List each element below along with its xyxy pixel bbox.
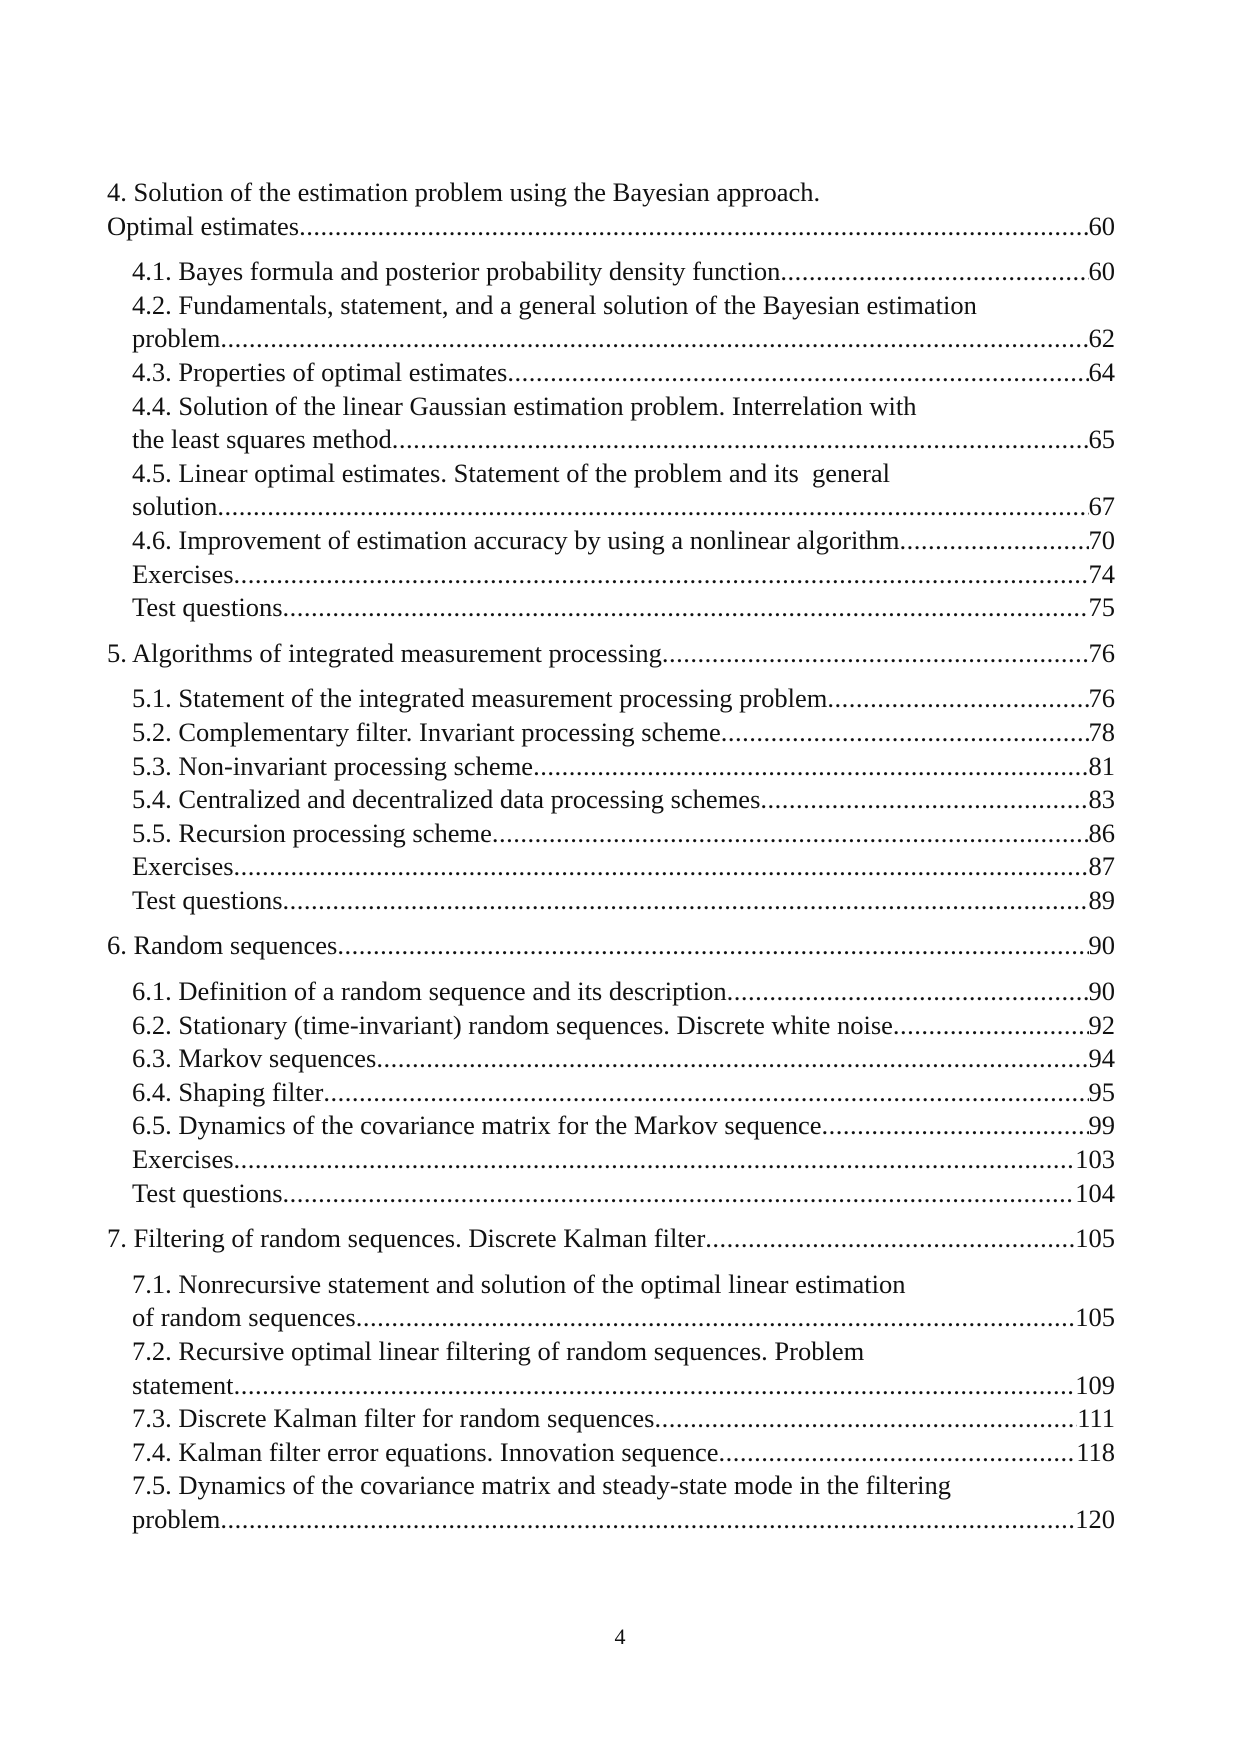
dot-leader — [654, 1402, 1077, 1436]
section-6-exercises[interactable] — [132, 1143, 1115, 1177]
section-4-5[interactable] — [132, 457, 1115, 524]
chapter-title-line2: Optimal estimates — [107, 210, 300, 241]
section-6-test-questions[interactable] — [132, 1177, 1115, 1211]
page-number: 95 — [1088, 1076, 1115, 1107]
dot-leader — [492, 817, 1089, 851]
chapter-5-entry[interactable] — [107, 637, 1115, 671]
page-number: 78 — [1088, 716, 1115, 747]
chapter-title: 7. Filtering of random sequences. Discrete Kalman filter — [107, 1223, 706, 1254]
section-title: 6.5. Dynamics of the covariance matrix for the Markov sequence — [132, 1110, 822, 1141]
section-title: 7.3. Discrete Kalman filter for random sequences — [132, 1403, 655, 1434]
dot-leader — [376, 1042, 1088, 1076]
section-7-5[interactable] — [132, 1469, 1115, 1536]
dot-leader — [283, 1177, 1076, 1211]
chapter-title: 5. Algorithms of integrated measurement processing — [107, 637, 662, 668]
page-number: 92 — [1088, 1009, 1115, 1040]
section-7-4[interactable] — [132, 1436, 1115, 1470]
section-title-line2: problem — [132, 1503, 221, 1534]
dot-leader — [392, 423, 1089, 457]
section-title: 6.1. Definition of a random sequence and its description — [132, 976, 727, 1007]
section-title-line1: 7.1. Nonrecursive statement and solution of the optimal linear estimation — [132, 1268, 906, 1299]
chapter-title: 6. Random sequences — [107, 930, 338, 961]
section-5-1[interactable] — [132, 682, 1115, 716]
section-4-4[interactable] — [132, 390, 1115, 457]
dot-leader — [234, 850, 1089, 884]
dot-leader — [283, 591, 1089, 625]
dot-leader — [356, 1301, 1076, 1335]
dot-leader — [220, 1503, 1075, 1537]
page-number: 89 — [1088, 884, 1115, 915]
dot-leader — [827, 682, 1088, 716]
page-number: 99 — [1088, 1110, 1115, 1141]
dot-leader — [727, 975, 1089, 1009]
section-title: 4.1. Bayes formula and posterior probability density function — [132, 256, 781, 287]
section-4-2[interactable] — [132, 289, 1115, 356]
table-of-contents — [107, 176, 1115, 1549]
section-title: Test questions — [132, 1177, 283, 1208]
dot-leader — [780, 255, 1088, 289]
dot-leader — [234, 558, 1089, 592]
page-number: 90 — [1088, 930, 1115, 961]
section-title: Test questions — [132, 884, 283, 915]
page-number: 111 — [1077, 1403, 1115, 1434]
page-number: 67 — [1088, 491, 1115, 522]
page-number: 65 — [1088, 424, 1115, 455]
section-6-5[interactable] — [132, 1109, 1115, 1143]
chapter-7-sections — [107, 1268, 1115, 1537]
section-title: 5.3. Non-invariant processing scheme — [132, 750, 534, 781]
page-number: 103 — [1075, 1144, 1115, 1175]
section-title: 6.2. Stationary (time-invariant) random sequences. Discrete white noise — [132, 1009, 893, 1040]
dot-leader — [220, 322, 1088, 356]
dot-leader — [283, 884, 1089, 918]
section-5-exercises[interactable] — [132, 850, 1115, 884]
section-title-line2: statement — [132, 1369, 234, 1400]
section-title: Exercises — [132, 1144, 234, 1175]
page-number: 70 — [1088, 524, 1115, 555]
section-5-4[interactable] — [132, 783, 1115, 817]
page-number: 60 — [1088, 256, 1115, 287]
section-title-line1: 4.4. Solution of the linear Gaussian estimation problem. Interrelation with — [132, 390, 917, 421]
dot-leader — [821, 1109, 1088, 1143]
section-title: 6.3. Markov sequences — [132, 1043, 377, 1074]
section-4-3[interactable] — [132, 356, 1115, 390]
section-6-2[interactable] — [132, 1009, 1115, 1043]
page-number: 120 — [1075, 1503, 1115, 1534]
page-number: 87 — [1088, 851, 1115, 882]
page-number: 105 — [1075, 1302, 1115, 1333]
chapter-5-sections — [107, 682, 1115, 917]
page-number: 94 — [1088, 1043, 1115, 1074]
section-title: 5.1. Statement of the integrated measurement processing problem — [132, 683, 828, 714]
page-number: 74 — [1088, 558, 1115, 589]
section-title-line1: 7.5. Dynamics of the covariance matrix and steady-state mode in the filtering — [132, 1470, 952, 1501]
section-title-line1: 4.5. Linear optimal estimates. Statement of the problem and its general — [132, 457, 890, 488]
section-5-5[interactable] — [132, 817, 1115, 851]
section-title: 4.6. Improvement of estimation accuracy by using a nonlinear algorithm — [132, 524, 900, 555]
section-title-line1: 4.2. Fundamentals, statement, and a general solution of the Bayesian estimation — [132, 289, 977, 320]
section-5-test-questions[interactable] — [132, 884, 1115, 918]
page-number: 86 — [1088, 817, 1115, 848]
section-title: 7.4. Kalman filter error equations. Innovation sequence — [132, 1436, 719, 1467]
page-number: 64 — [1088, 356, 1115, 387]
chapter-6-sections — [107, 975, 1115, 1210]
dot-leader — [507, 356, 1088, 390]
dot-leader — [533, 750, 1088, 784]
dot-leader — [721, 716, 1089, 750]
section-title: Test questions — [132, 592, 283, 623]
dot-leader — [662, 637, 1089, 671]
page-number: 83 — [1088, 784, 1115, 815]
page-number: 76 — [1088, 637, 1115, 668]
section-title: 5.5. Recursion processing scheme — [132, 817, 492, 848]
page-number: 60 — [1088, 210, 1115, 241]
section-7-3[interactable] — [132, 1402, 1115, 1436]
dot-leader — [234, 1143, 1076, 1177]
chapter-4-sections — [107, 255, 1115, 625]
dot-leader — [299, 210, 1088, 244]
section-title: 6.4. Shaping filter — [132, 1076, 324, 1107]
dot-leader — [893, 1009, 1089, 1043]
chapter-7-entry[interactable] — [107, 1222, 1115, 1256]
section-4-6[interactable] — [132, 524, 1115, 558]
section-4-exercises[interactable] — [132, 558, 1115, 592]
page-number: 90 — [1088, 976, 1115, 1007]
dot-leader — [323, 1076, 1088, 1110]
section-6-1[interactable] — [132, 975, 1115, 1009]
section-6-4[interactable] — [132, 1076, 1115, 1110]
section-title-line2: solution — [132, 491, 218, 522]
page-footer-number: 4 — [614, 1624, 626, 1649]
section-7-2[interactable] — [132, 1335, 1115, 1402]
section-title-line2: of random sequences — [132, 1302, 356, 1333]
dot-leader — [217, 490, 1088, 524]
section-7-1[interactable] — [132, 1268, 1115, 1335]
page-number: 109 — [1075, 1369, 1115, 1400]
page-number: 104 — [1075, 1177, 1115, 1208]
section-title-line2: the least squares method — [132, 424, 392, 455]
section-title: 5.2. Complementary filter. Invariant processing scheme — [132, 716, 721, 747]
section-title: 4.3. Properties of optimal estimates — [132, 356, 508, 387]
section-title-line2: problem — [132, 323, 221, 354]
section-4-test-questions[interactable] — [132, 591, 1115, 625]
dot-leader — [900, 524, 1089, 558]
dot-leader — [337, 929, 1088, 963]
section-6-3[interactable] — [132, 1042, 1115, 1076]
page-number: 75 — [1088, 592, 1115, 623]
dot-leader — [718, 1436, 1076, 1470]
section-title: 5.4. Centralized and decentralized data processing schemes — [132, 784, 761, 815]
section-5-3[interactable] — [132, 750, 1115, 784]
section-5-2[interactable] — [132, 716, 1115, 750]
page-number: 81 — [1088, 750, 1115, 781]
page-number: 62 — [1088, 323, 1115, 354]
page-number: 118 — [1076, 1436, 1115, 1467]
chapter-title-line1: 4. Solution of the estimation problem using the Bayesian approach. — [107, 177, 821, 207]
dot-leader — [760, 783, 1088, 817]
chapter-4-entry[interactable] — [107, 176, 1115, 243]
dot-leader — [234, 1369, 1076, 1403]
page-number: 76 — [1088, 683, 1115, 714]
section-title: Exercises — [132, 851, 234, 882]
section-4-1[interactable] — [132, 255, 1115, 289]
chapter-6-entry[interactable] — [107, 929, 1115, 963]
section-title-line1: 7.2. Recursive optimal linear filtering of random sequences. Problem — [132, 1336, 865, 1366]
section-title: Exercises — [132, 558, 234, 589]
dot-leader — [705, 1222, 1075, 1256]
page-number: 105 — [1075, 1223, 1115, 1254]
